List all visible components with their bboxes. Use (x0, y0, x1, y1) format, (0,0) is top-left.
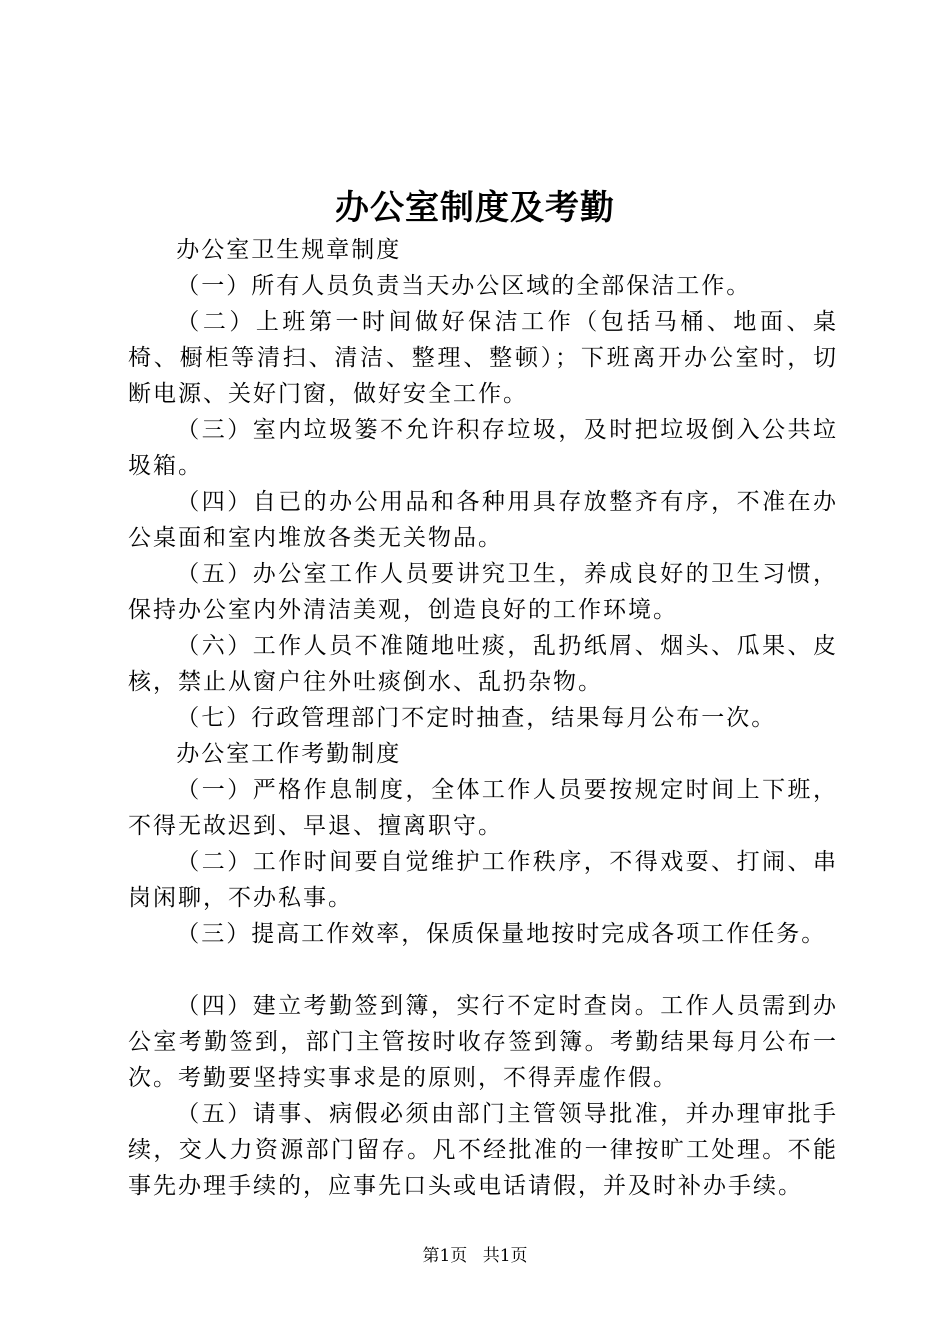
section-hygiene-rules (128, 232, 838, 736)
rule-item: （二）工作时间要自觉维护工作秩序，不得戏耍、打闹、串岗闲聊，不办私事。 (128, 849, 838, 911)
rule-item: （一）严格作息制度，全体工作人员要按规定时间上下班，不得无故迟到、早退、擅离职守。 (128, 777, 838, 839)
section-heading: 办公室工作考勤制度 (176, 741, 402, 767)
rule-item: （四）建立考勤签到簿，实行不定时查岗。工作人员需到办公室考勤签到，部门主管按时收存签到簿。考勤结果每月公布一次。考勤要坚持实事求是的原则，不得弄虚作假。 (128, 993, 838, 1091)
rule-item: （七）行政管理部门不定时抽查，结果每月公布一次。 (176, 705, 777, 731)
document-body (128, 232, 838, 1204)
page-total: 共1页 (482, 1246, 528, 1266)
document-title: 办公室制度及考勤 (335, 188, 615, 228)
rule-item: （一）所有人员负责当天办公区域的全部保洁工作。 (176, 273, 752, 299)
rule-item: （五）请事、病假必须由部门主管领导批准，并办理审批手续，交人力资源部门留存。凡不经批准的一律按旷工处理。不能事先办理手续的，应事先口头或电话请假，并及时补办手续。 (128, 1101, 838, 1199)
paragraph-gap (128, 952, 838, 988)
page-footer (0, 1244, 950, 1268)
rule-item: （四）自已的办公用品和各种用具存放整齐有序，不准在办公桌面和室内堆放各类无关物品。 (128, 489, 838, 551)
rule-item: （六）工作人员不准随地吐痰，乱扔纸屑、烟头、瓜果、皮核，禁止从窗户往外吐痰倒水、乱扔杂物。 (128, 633, 838, 695)
section-attendance-rules (128, 736, 838, 1204)
section-heading: 办公室卫生规章制度 (176, 237, 402, 263)
rule-item: （五）办公室工作人员要讲究卫生，养成良好的卫生习惯，保持办公室内外清洁美观，创造良好的工作环境。 (128, 561, 838, 623)
rule-item: （二）上班第一时间做好保洁工作（包括马桶、地面、桌椅、橱柜等清扫、清洁、整理、整顿）；下班离开办公室时，切断电源、关好门窗，做好安全工作。 (128, 309, 838, 407)
page-number: 第1页 (422, 1246, 468, 1266)
rule-item: （三）室内垃圾篓不允许积存垃圾，及时把垃圾倒入公共垃圾箱。 (128, 417, 838, 479)
rule-item: （三）提高工作效率，保质保量地按时完成各项工作任务。 (176, 921, 827, 947)
